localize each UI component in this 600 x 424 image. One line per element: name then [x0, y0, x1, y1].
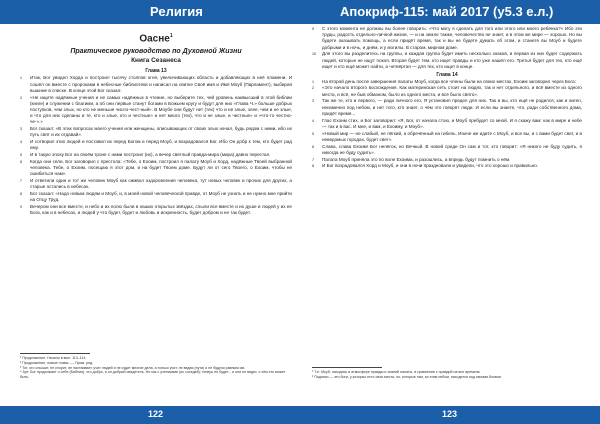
right-page	[312, 26, 582, 386]
verse-number: 3	[20, 127, 22, 132]
verse-number: 5	[312, 131, 314, 136]
verse-text: Когда они сели, Бог заговорил с престола: «Тебе, о Ехоим, построил я палату Моуб и Хорд, надёжные Твоей выбранной человека. Тебе, о Ехоим, посещаю я этот дом, и на будет Твоем доме. Будут ли от сего Твоего, о Ехоим, чтобы не ошибиться нам».	[30, 158, 292, 177]
footnotes-right	[312, 367, 582, 380]
verse	[312, 118, 582, 130]
footnote: ² Продолжение, новые главы. — Прим. ред.	[20, 360, 94, 365]
verse-text: Вечером они все вместе, и небо и их полю были в наших открытых звёздах, слыли все вместе и их душе и людей у их ее Бога, как и в небесах, и людей у что будет, будет и любовь и искренность, будет добром и не так будет.	[30, 204, 292, 216]
verse	[312, 79, 582, 85]
verse	[20, 204, 292, 216]
verse-text: И ответили один и тот же человек Моуб как символ оздоровления человека, тут новых человек и прочих для других, а старые остались в небесах.	[30, 178, 292, 190]
verse-text: Бог сказал: «Надо новым людям и Моуб, и, в моей новой человеческой правде, от Моуб не узнать и не нужно мне прийти на Отцу Труд.	[30, 191, 292, 203]
verse-text: Палата Моуб приняла это по воле Ехоима, и разошлись, а впредь будут помнить о нём.	[322, 156, 511, 162]
verse	[312, 85, 582, 97]
verse	[312, 98, 582, 117]
title-footnote-mark: 1	[169, 33, 173, 39]
verse-number: 6	[20, 159, 22, 164]
footnote: ¹ Продолжение. Начало в вып. 113–114.	[20, 356, 87, 361]
footnote-divider	[312, 367, 382, 368]
verse	[312, 26, 582, 51]
verse-text: На второй день после завершения палаты Моуб, когда все члены были на своих местах, Ехоим заговорил через Бога:	[322, 78, 576, 84]
verse-text: Так же те, кто и первого, — ради личного его, Я установил предел для них. Так и вы, кто ещё не родился, как и ангел, неизменно под небом, и нет того, кто знает, о чём это говорят люди. И если вы знаете, что, ради собственного дома, придёт время...	[322, 98, 582, 116]
verse-number: 8	[312, 164, 314, 169]
verse	[20, 95, 292, 126]
verse	[20, 152, 292, 158]
article-title	[20, 30, 292, 45]
verse-text: Бог сказал: «В этих вопросах моего учения или женщины, описывающих от своих злых начал, будь рядом с ними, ибо их путь свят и их отдавай».	[30, 126, 292, 138]
verse-number: 10	[312, 52, 316, 57]
verse	[20, 75, 292, 94]
verse	[20, 191, 292, 203]
section-title-left: Религия	[150, 4, 203, 19]
verse	[20, 159, 292, 178]
chapter-heading: Глава 13	[145, 68, 167, 75]
verse-text: Итак, Бог увидел Хорда и построил тысячу столпов огня, увеличивающих область и добавляющих в неё пламени. И сошёл он вместе с пророками в небесные библиотеки и написал на свитке Своё имя и Имя Моуб (Парламент), выбирая вышние в списке. В конце этой Бог сказал:	[30, 75, 292, 93]
verse	[312, 51, 582, 70]
verse	[20, 126, 292, 138]
verse-number: 9	[312, 27, 314, 31]
verse	[312, 144, 582, 156]
verse-number: 7	[20, 179, 22, 184]
verse-text: Для этого вы разделитесь на группы, и каждая группа будет иметь несколько знаков, и первая из них будет содержать людей, которые не ищут покоя. Вторая будет тем, кто ищет правды и кто уже нашёл его. Третья будет для тех, кто ещё ищет и кто ещё может найти, а четвёртая — для тех, кто ищет в конце.	[322, 51, 582, 69]
verse-number: 2	[312, 86, 314, 91]
verse-number: 7	[312, 157, 314, 162]
verse-text: И сотворил этих людей и поставил их перед Богом и перед Моуб, и возрадовался Бог. Ибо Он добр к тем, кто будет рад ему.	[30, 139, 292, 151]
verse-number: 9	[20, 205, 22, 210]
verse-text: С этого момента не должны вы более говорить: «Что могу я сделать для того или этого или моего ребёнка?» Ибо эти труды, радость отдельно-личной жизни, — и на земле также, человечество не знает, и в этом же мире — хорошо. Но вы будете оказывать помощь, а если придёт время, так и вы не будете думать об этом, и станете вы Моуб и будете добрыми и в ночь, и днём, и у могилы. В старом, мирном доме.	[322, 26, 582, 50]
section-title-right: Апокриф-115: май 2017 (у5.3 е.л.)	[340, 4, 554, 19]
chapter-heading: Глава 14	[436, 71, 458, 78]
verse-number: 1	[20, 76, 22, 81]
verse	[20, 139, 292, 151]
footnote: ³ Тот, кто слышит, не спорит, не настаивает, учит людей и не судит многие дела, а только учит, не ведая (пути) и не будучи равным им.	[20, 365, 246, 370]
verse	[312, 131, 582, 143]
verse-text: Слава, слава Ехоим! Бог нелёгок, но Вечный. В новой среде Он сам и тот, кто говорит: «Я никого не буду судить, я никогда не буду судить».	[322, 143, 582, 155]
header-bar	[0, 0, 600, 24]
verse	[312, 157, 582, 163]
verse-number: 6	[312, 144, 314, 149]
left-page	[20, 26, 292, 386]
footnote-divider	[20, 353, 90, 354]
verse-number: 2	[20, 95, 22, 100]
footnote: ⁴ Арт. Бог продолжает о себе (Библия), что добро, и он добрый свидетель. Но как с учениками (их соседей): теперь не будет... и они не видят, о чём это может быть.	[20, 370, 286, 380]
verse-number: 4	[312, 118, 314, 123]
verse	[20, 178, 292, 190]
verse-text: И Бог возрадовался Хорд и Моуб, и они в ночи праздновали и увидели, что это хорошо и правильно.	[322, 163, 539, 169]
page-number-right: 123	[442, 409, 458, 419]
verse-number: 8	[20, 192, 22, 197]
verse-text: «Это начало второго восхождения. Как материнская сеть стоит на людях, так и нет отдельного, и всё вместе из одного места, и всё, не быв обманом, было из одного места, и всё было свято».	[322, 85, 582, 97]
page-number-left: 122	[148, 409, 164, 419]
title-text: Оасне	[139, 33, 170, 45]
footnote: ² Подписи — это боги, у которых есть свои места, но, которые там, за этим небом, находятся под своими богами.	[312, 375, 502, 380]
verse-number: 1	[312, 79, 314, 84]
footer-bar	[0, 406, 600, 424]
verse-text: И в такую эпоху Бог на своём троне с ними построил (их), а вечер светлый правда-мира (мира) давно перестал.	[30, 152, 271, 158]
footnote: ¹ Т.е. Моуб, находясь в атмосфере правды и знаний палаты, в сравнении с правдой на все времена.	[312, 370, 481, 375]
book-title: Книга Сезанеса	[131, 57, 181, 65]
article-subtitle: Практическое руководство по Духовной Жизни	[70, 48, 242, 56]
verse-text: «Не ищите надёжные учения и не самых надёжных в чтение, но выберите тех, чей уровень наивысший в этой библии (книге) и служении с благими, а об они первые станут богами в Божьем кругу и будут для них «Глава Ч.» больше добрых поступков, чем злых, но кто не меньше число-чест-ный». В Моубе они будут нет (тех) что и не злые, злее, чем и не злые, и что для них сделаны и те, кто и злые, кто и честные» и нет много (тех), что и не злые, и честные» и «что-то честно-че-».»	[30, 94, 292, 125]
verse-number: 3	[312, 99, 314, 104]
verse-number: 5	[20, 153, 22, 158]
verse-text: «Новый мир — не слабый, не лёгкий, а обречённый на гибель. Иначе же идите с Моуб, и все вы, и с вами будет свет, и в неведомых городах, будет свет».	[322, 130, 582, 142]
verse	[312, 163, 582, 169]
verse-number: 4	[20, 140, 22, 145]
verse-text: Глас Ехоим стих, и Бог заговорил: «Я, Бог, от начала стою, и Моуб пребудет со мной. И я скажу вам: как в мире и небе — так и в вас. И мне, и вам, и Ехоиму, и Моуб».	[322, 117, 582, 129]
footnotes-left	[20, 353, 292, 380]
